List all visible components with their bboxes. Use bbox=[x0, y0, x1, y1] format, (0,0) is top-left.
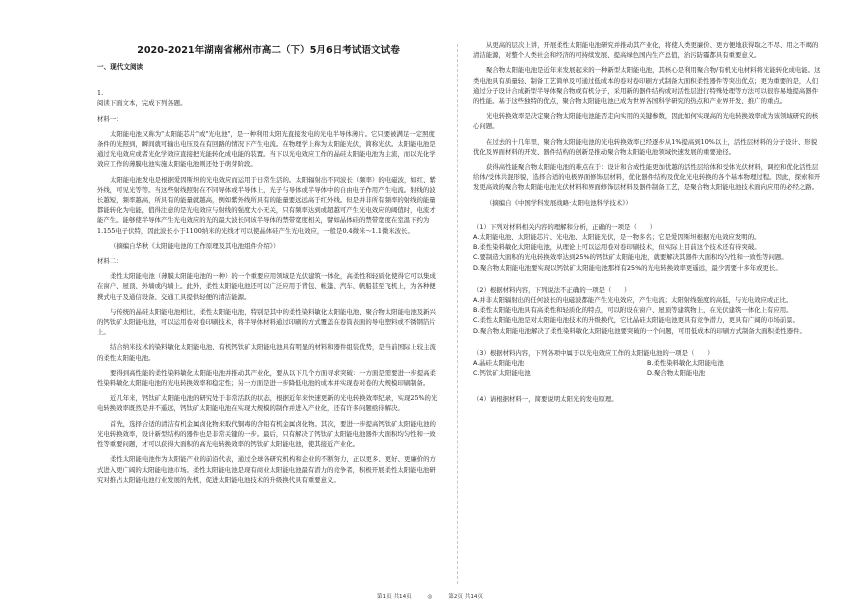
question-4 bbox=[473, 394, 821, 404]
question-1-option-c: C.要制造大面积的光电转换效率达到25%的钙钛矿太阳能电池，就要解决其器件大面积均匀性和一致性等问题。 bbox=[473, 253, 788, 262]
column-divider bbox=[457, 44, 458, 584]
question-1-option-b: B.柔性染料敏化太阳能电池，从理论上可以运用卷对卷印刷技术，但实际上目前这个技术还有待突破。 bbox=[473, 243, 761, 252]
paragraph-9: 柔性太阳能电池作为太阳能产业的前沿代表，通过全球各研究机构和企业的不断努力，正以更多、更好、更廉价的方式进入更广阔的太阳能电池市场。柔性太阳能电池是现有商业太阳能电池最有潜力的竞争者，积极开展柔性太阳能电池研究对推占太阳能电池行业发展的先机，促进太阳能电池技术的升级换代具有重要意义。 bbox=[97, 455, 436, 484]
instructions: 阅读下面文本，完成下列各题。 bbox=[97, 99, 187, 108]
question-1-option-a: A.太阳能电池、太阳能芯片、光电池、太阳能光伏，是一物多名；它是爱因斯坦根据光电效应发明的。 bbox=[473, 233, 761, 242]
question-3 bbox=[473, 348, 821, 379]
paragraph-13: 在过去的十几年里，聚合物太阳能电池的光电转换效率已经逐步从1%提高到10%以上，活性层材料的分子设计、形貌优化及界面材料的开发、器件结构的创新是推动聚合物太阳能电池领域快速发展的重要途径。 bbox=[473, 137, 818, 156]
question-3-option-c: C.钙钛矿太阳能电池 bbox=[473, 369, 531, 378]
question-3-options-row-1 bbox=[473, 358, 821, 368]
question-1-stem: （1）下列对材料相关内容的理解和分析，正确的一项是（ ） bbox=[473, 222, 657, 231]
paragraph-1: 太阳能电池又称为"太阳能芯片"或"光电池"，是一种利用太阳光直接发电的光电半导体薄片。它只要被满足一定照度条件的光照到，瞬间就可输出电压及在有回路的情况下产生电流。在物理学上称为太阳能光伏，简称光伏。太阳能电池是通过光电效应或者光化学效应直接把光能转化成电能的装置。当下以光电效应工作的晶硅太阳能电池为主流，而以光化学效应工作的薄膜电池实施太阳能电池则还处于萌芽阶段。 bbox=[97, 129, 436, 169]
question-1-option-d: D.聚合物太阳能电池要实现以钙钛矿太阳能电池那样有25%的光电转换效率更遥远，最少需要十多年或更长。 bbox=[473, 263, 782, 272]
left-column bbox=[97, 0, 440, 485]
source-1: （摘编自华秋《太阳能电池的工作原理及其电池组件介绍》） bbox=[110, 241, 280, 250]
paragraph-12: 光电转换效率是决定聚合物太阳能电池能否走向实用的关键参数，因此如何实现高的光电转换效率成为该领域研究的核心问题。 bbox=[473, 112, 819, 131]
question-2-stem: （2）根据材料内容，下列说法不正确的一项是（ ） bbox=[473, 285, 631, 294]
question-2-option-d: D.聚合物太阳能电池解决了柔性染料敏化太阳能电池要突破的一个问题，可用低成本的印刷方式制备大面积柔性器件。 bbox=[473, 326, 806, 335]
paragraph-11: 聚合物太阳能电池是近年来发展起来的一种新型太阳能电池，其核心是利用聚合物/有机光电材料将光能转化成电能。这类电池具有质量轻、制备工艺简单及可通过低成本的卷对卷印刷方式制备大面积柔性器件等突出优点；更为重要的是，人们通过分子设计合成新型半导体聚合物或有机分子，采用新的器件结构或对活性层进行特殊处理等方法可以很容易地提高器件的性能。基于这些独特的优点，聚合物太阳能电池已成为世界各国科学研究的热点和产业界开发、推广的重点。 bbox=[473, 66, 821, 106]
section-heading: 一、现代文阅读 bbox=[97, 63, 144, 71]
paragraph-2: 太阳能电池发电是根据爱因斯坦的光电效应而运用于日常生活的。太阳辐射出不同波长（频率）的电磁波，如红、紫外线，可见光等等。当这些射线照射在不同导体或半导体上，光子与导体或半导体中的自由电子作用产生电流。射线的波长越短，频率越高，所具有的能量就越高，例如紫外线所具有的能量要远远高于红外线。但是并非所有频率的射线的能量都能转化为电能，值得注意的是光电效应与射线的强度大小无关，只有频率达到或超越可产生光电效应的阈值时，电流才能产生。能够使半导体产生光电效应的光的最大波长同该半导体的禁带宽度相关，譬如晶体硅的禁带宽度在室温下约为1.155电子伏特，因此波长小于1100纳米的光线才可以使晶体硅产生光电效应，一般是0.4微米～1.1微米波长。 bbox=[97, 175, 436, 235]
question-3-option-a: A.晶硅太阳能电池 bbox=[473, 359, 525, 368]
question-4-stem: （4）请根据材料一，简要说明太阳光的发电原理。 bbox=[473, 395, 618, 404]
right-column bbox=[473, 40, 821, 405]
footer-right-page: 第2页 共14页 bbox=[448, 594, 484, 600]
question-2 bbox=[473, 285, 821, 336]
question-number: 1. bbox=[97, 89, 104, 98]
question-2-option-b: B.柔性太阳能电池具有高柔性和轻质化的特点，可以附设在窗户、屋顶等建筑物上，在光伏建筑一体化上有应用。 bbox=[473, 306, 793, 315]
question-2-option-a: A.并非太阳辐射出的任何波长的电磁波都能产生光电效应，产生电流；太阳射线强度的高低，与光电效应或正比。 bbox=[473, 296, 793, 305]
material-1-label: 材料一： bbox=[97, 114, 123, 123]
footer-left-page: 第1页 共14页 bbox=[376, 594, 412, 600]
paragraph-4: 与传统的晶硅太阳能电池相比，柔性太阳能电池，特别是其中的柔性染料敏化太阳能电池、聚合物太阳能电池及新兴的钙钛矿太阳能电池，可以运用卷对卷印刷技术，将半导体材料通过印刷的方式覆盖在卷筒表面的导电塑料或不锈钢箔片上。 bbox=[97, 307, 436, 337]
paragraph-5: 结合纳米技术的染料敏化太阳能电池、有机钙钛矿太阳能电池具有明显的材料和器件组装优势，是当前国际上较主流的柔性太阳能电池。 bbox=[97, 343, 436, 362]
paragraph-6: 要得到高性能的柔性染料敏化太阳能电池并推动其产业化，要从以下几个方面寻求突破：一方面是需要进一步提高柔性染料敏化太阳能电池的光电转换效率和稳定性；另一方面是进一步降低电池的成本并实现卷对卷的大规模印刷制备。 bbox=[97, 368, 436, 388]
paragraph-10: 从更高的层次上讲，开展柔性太阳能电池研究并推动其产业化，将使人类更廉价、更方便地获得取之不尽、用之不竭的清洁能源，对整个人类社会和经济的可持续发展、提高绿色国内生产总值，治污防霾都具有重要意义。 bbox=[473, 41, 819, 60]
page-footer bbox=[0, 592, 860, 600]
exam-title: 2020-2021年湖南省郴州市高二（下）5月6日考试语文试卷 bbox=[137, 45, 400, 56]
paragraph-8: 首先，选择合适的清洁有机金属卤化物来取代铜毒的含铅有机金属卤化物。其次，要进一步提高钙钛矿太阳能电池的光电转换效率，设计新型结构的器件也是非常关键的一步。最后，只有解决了钙钛矿太阳能电池器件大面积均匀性和一致性等重要问题，才可以获得大面积的高光电转换效率的钙钛矿太阳能电池，使其接近产业化。 bbox=[97, 419, 436, 449]
question-2-option-c: C.柔性太阳能电池是对太阳能电池技术的升级换代，它比晶硅太阳能电池更具有竞争潜力，更具有广阔的市场前景。 bbox=[473, 316, 800, 325]
question-1 bbox=[473, 222, 821, 273]
footer-separator: ◎ bbox=[427, 594, 433, 600]
paragraph-7: 近几年来，钙钛矿太阳能电池的研究处于非常活跃的状态，根据近年来快速更新的光电转换效率纪录，实现25%的光电转换效率既然是并不遥远，钙钛矿太阳能电池在实现大规模的制作并进入产业化，还有许多问题亟待解决。 bbox=[97, 394, 438, 413]
question-3-stem: （3）根据材料内容，下列各项中属于以光电效应工作的太阳能电池的一项是（ ） bbox=[473, 348, 714, 357]
paragraph-3: 柔性太阳能电池（薄膜太阳能电池的一种）的一个重要应用领域是光伏建筑一体化，高柔性和轻质化使得它可以集成在窗户、屋顶、外墙或内墙上。此外，柔性太阳能电池还可以广泛应用于背包、帐篷、汽车、帆船甚至飞机上，为各种便携式电子及通信设备、交通工具提供轻便的清洁能源。 bbox=[97, 272, 436, 301]
material-2-label: 材料二： bbox=[97, 257, 123, 266]
question-3-option-d: D.聚合物太阳能电池 bbox=[647, 369, 706, 378]
source-2: （摘编自《中国学科发展战略·太阳电池科学技术》） bbox=[486, 198, 632, 207]
question-3-option-b: B.柔性染料敏化太阳能电池 bbox=[647, 359, 724, 368]
paragraph-14: 获得高性能聚合物太阳能电池的难点在于：设计和合成性能更加优越的活性层给体和受体光伏材料，调控和优化活性层给体/受体共混形貌，选择合适的电极界面修饰层材料，优化器件结构及优化光电转换的各个基本物理过程。因此，探索和开发更高效的聚合物太阳能电池光伏材料和界面修饰层材料及器件制备工艺，是聚合物太阳能电池技术面向应用的必经之路。 bbox=[473, 163, 821, 192]
question-3-options-row-2 bbox=[473, 368, 821, 378]
